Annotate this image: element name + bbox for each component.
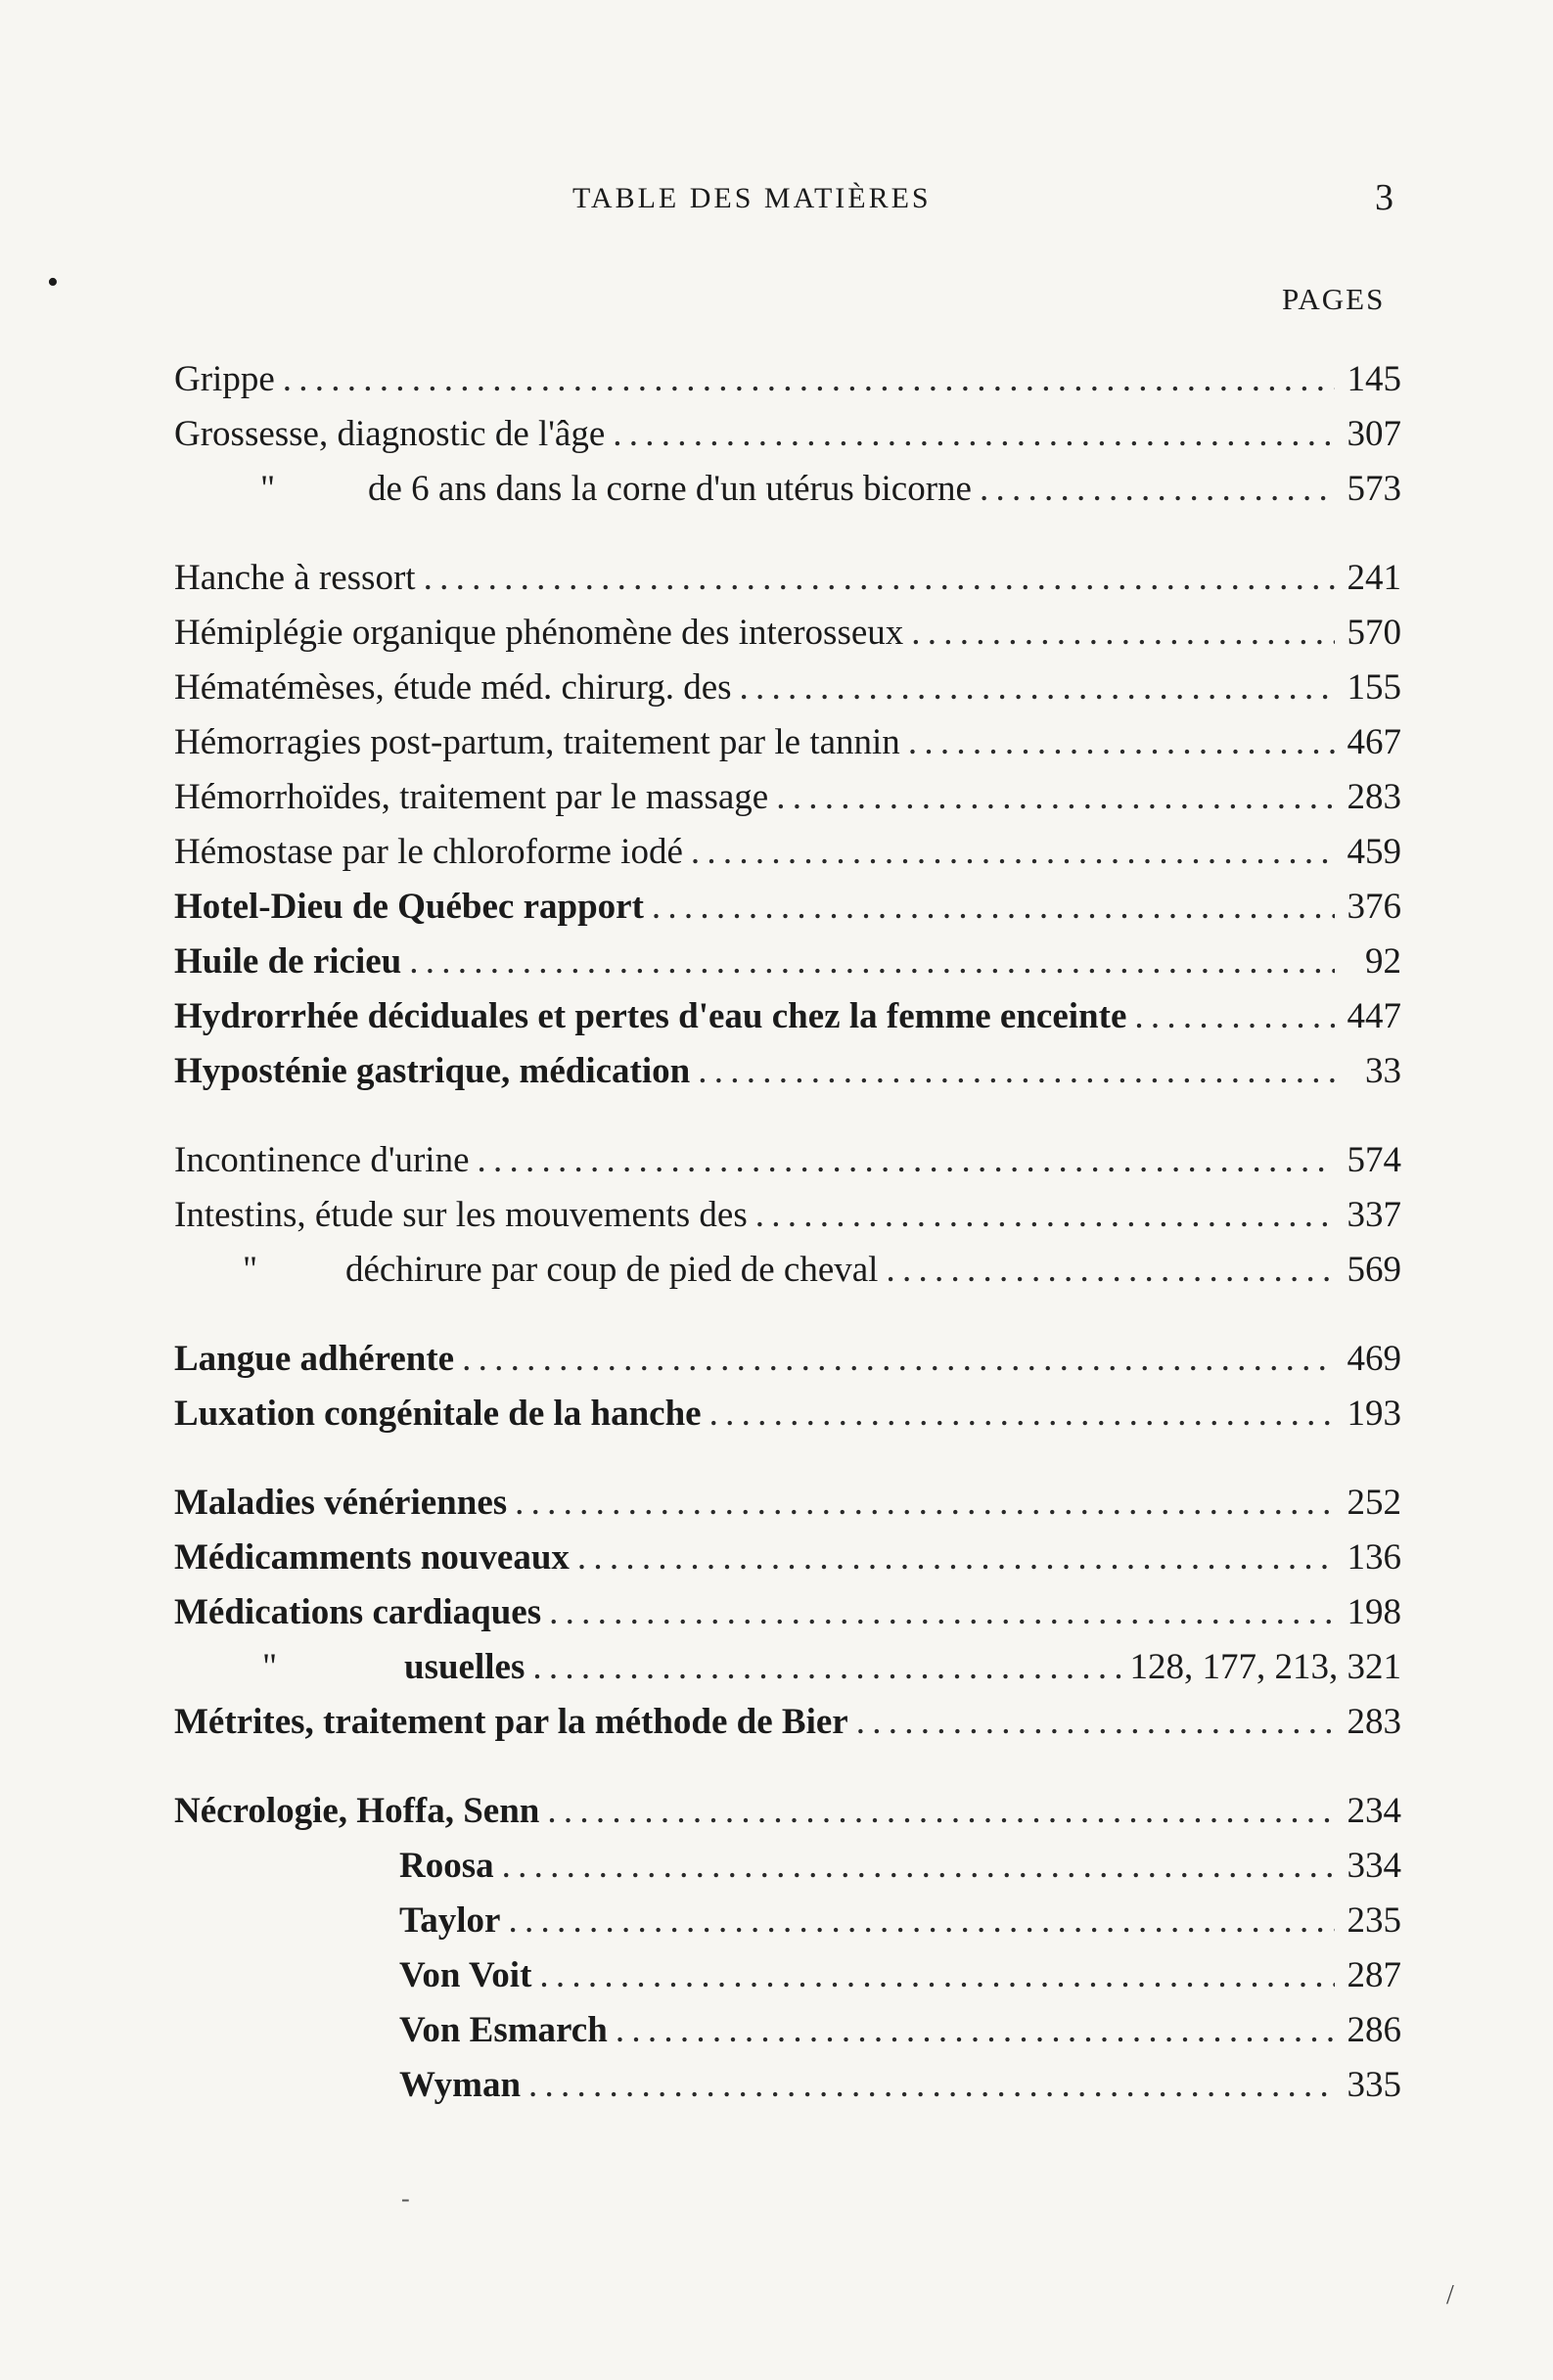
- entry-page: 33: [1365, 1051, 1401, 1091]
- index-entry: [174, 1188, 1401, 1243]
- entry-label: Von Esmarch: [399, 2010, 608, 2050]
- index-entry: [174, 606, 1401, 661]
- entry-page: 287: [1347, 1955, 1401, 1995]
- leader-dots: [424, 551, 1335, 606]
- index-entry: [174, 715, 1401, 770]
- leader-dots: [502, 1839, 1335, 1894]
- entry-label: Hotel-Dieu de Québec rapport: [174, 887, 644, 927]
- entry-label: usuelles: [404, 1647, 525, 1687]
- ditto-mark: ": [260, 469, 276, 509]
- leader-dots: [911, 606, 1335, 661]
- index-entry: [174, 462, 1401, 517]
- leader-dots: [616, 2003, 1335, 2058]
- entry-page: 283: [1347, 777, 1401, 817]
- entry-label: Maladies vénériennes: [174, 1483, 508, 1523]
- entry-label: Nécrologie, Hoffa, Senn: [174, 1791, 540, 1831]
- stray-mark: /: [1446, 2280, 1454, 2311]
- page-header: [0, 177, 1553, 231]
- leader-dots: [549, 1585, 1335, 1640]
- leader-dots: [698, 1044, 1335, 1099]
- entry-page: 569: [1347, 1250, 1401, 1290]
- entry-label: Hémorragies post-partum, traitement par le tannin: [174, 722, 900, 762]
- entry-page: 286: [1347, 2010, 1401, 2050]
- entry-label: Incontinence d'urine: [174, 1140, 470, 1180]
- entry-page: 193: [1347, 1394, 1401, 1434]
- entry-page: 241: [1347, 558, 1401, 598]
- entry-label: Huile de ricieu: [174, 941, 402, 982]
- entry-label: Hyposténie gastrique, médication: [174, 1051, 691, 1091]
- entry-page: 136: [1347, 1537, 1401, 1578]
- index-entry: [174, 935, 1401, 989]
- leader-dots: [508, 1894, 1335, 1948]
- entry-page: 574: [1347, 1140, 1401, 1180]
- entry-label: Hémiplégie organique phénomène des interosseux: [174, 613, 904, 653]
- entry-page: 459: [1347, 832, 1401, 872]
- index-entry: [174, 2003, 1401, 2058]
- leader-dots: [532, 1640, 1121, 1695]
- leader-dots: [409, 935, 1335, 989]
- entry-label: Hémorrhoïdes, traitement par le massage: [174, 777, 769, 817]
- index-list: [174, 352, 1401, 2113]
- leader-dots: [613, 407, 1335, 462]
- leader-dots: [577, 1531, 1335, 1585]
- entry-label: Hémostase par le chloroforme iodé: [174, 832, 683, 872]
- entry-label: Taylor: [399, 1900, 501, 1941]
- entry-page: 334: [1347, 1846, 1401, 1886]
- leader-dots: [908, 715, 1335, 770]
- entry-page: 337: [1347, 1195, 1401, 1235]
- entry-label: déchirure par coup de pied de cheval: [345, 1250, 879, 1290]
- index-entry: [174, 1695, 1401, 1750]
- leader-dots: [856, 1695, 1335, 1750]
- running-title: TABLE DES MATIÈRES: [572, 182, 932, 214]
- entry-page: 467: [1347, 722, 1401, 762]
- leader-dots: [980, 462, 1335, 517]
- page-number: 3: [1375, 177, 1393, 218]
- leader-dots: [478, 1133, 1335, 1188]
- index-entry: [174, 1243, 1401, 1298]
- index-entry: [174, 352, 1401, 407]
- entry-label: Médicamments nouveaux: [174, 1537, 570, 1578]
- entry-label: Hydrorrhée déciduales et pertes d'eau chez la femme enceinte: [174, 996, 1127, 1036]
- entry-page: 252: [1347, 1483, 1401, 1523]
- index-entry: [174, 1044, 1401, 1099]
- entry-label: Métrites, traitement par la méthode de Bier: [174, 1702, 848, 1742]
- entry-label: Roosa: [399, 1846, 494, 1886]
- entry-label: Von Voit: [399, 1955, 532, 1995]
- entry-page: 128, 177, 213, 321: [1129, 1647, 1401, 1687]
- entry-page: 469: [1347, 1339, 1401, 1379]
- pages-column-label: PAGES: [1282, 282, 1386, 316]
- index-entry: [174, 1894, 1401, 1948]
- entry-label: Hématémèses, étude méd. chirurg. des: [174, 667, 732, 708]
- index-entry: [174, 407, 1401, 462]
- index-entry: [174, 1948, 1401, 2003]
- index-entry: [174, 1640, 1401, 1695]
- stray-mark: •: [47, 264, 59, 300]
- entry-page: 573: [1347, 469, 1401, 509]
- entry-page: 283: [1347, 1702, 1401, 1742]
- entry-label: Intestins, étude sur les mouvements des: [174, 1195, 748, 1235]
- leader-dots: [528, 2058, 1335, 2113]
- index-entry: [174, 1332, 1401, 1387]
- entry-page: 92: [1365, 941, 1401, 982]
- entry-page: 376: [1347, 887, 1401, 927]
- index-entry: [174, 770, 1401, 825]
- leader-dots: [462, 1332, 1335, 1387]
- index-entry: [174, 661, 1401, 715]
- ditto-mark: ": [262, 1647, 278, 1687]
- index-entry: [174, 1476, 1401, 1531]
- entry-page: 198: [1347, 1592, 1401, 1632]
- entry-page: 335: [1347, 2065, 1401, 2105]
- entry-page: 235: [1347, 1900, 1401, 1941]
- leader-dots: [652, 880, 1335, 935]
- entry-page: 145: [1347, 359, 1401, 399]
- leader-dots: [283, 352, 1335, 407]
- leader-dots: [886, 1243, 1335, 1298]
- index-entry: [174, 989, 1401, 1044]
- entry-label: de 6 ans dans la corne d'un utérus bicorne: [368, 469, 972, 509]
- ditto-mark: ": [243, 1250, 258, 1290]
- entry-label: Grossesse, diagnostic de l'âge: [174, 414, 606, 454]
- entry-page: 155: [1347, 667, 1401, 708]
- entry-page: 307: [1347, 414, 1401, 454]
- entry-label: Luxation congénitale de la hanche: [174, 1394, 702, 1434]
- index-entry: [174, 1839, 1401, 1894]
- stray-mark: -: [401, 2184, 410, 2213]
- index-entry: [174, 1387, 1401, 1442]
- leader-dots: [709, 1387, 1335, 1442]
- entry-label: Grippe: [174, 359, 275, 399]
- entry-label: Hanche à ressort: [174, 558, 416, 598]
- entry-label: Médications cardiaques: [174, 1592, 542, 1632]
- leader-dots: [539, 1948, 1335, 2003]
- index-entry: [174, 1585, 1401, 1640]
- index-entry: [174, 880, 1401, 935]
- leader-dots: [776, 770, 1335, 825]
- entry-label: Wyman: [399, 2065, 522, 2105]
- index-entry: [174, 1133, 1401, 1188]
- leader-dots: [691, 825, 1335, 880]
- leader-dots: [515, 1476, 1335, 1531]
- index-entry: [174, 2058, 1401, 2113]
- leader-dots: [547, 1784, 1335, 1839]
- index-entry: [174, 1784, 1401, 1839]
- leader-dots: [755, 1188, 1335, 1243]
- entry-page: 570: [1347, 613, 1401, 653]
- index-entry: [174, 825, 1401, 880]
- leader-dots: [740, 661, 1335, 715]
- entry-page: 447: [1347, 996, 1401, 1036]
- index-entry: [174, 1531, 1401, 1585]
- leader-dots: [1134, 989, 1335, 1044]
- index-entry: [174, 551, 1401, 606]
- entry-page: 234: [1347, 1791, 1401, 1831]
- entry-label: Langue adhérente: [174, 1339, 455, 1379]
